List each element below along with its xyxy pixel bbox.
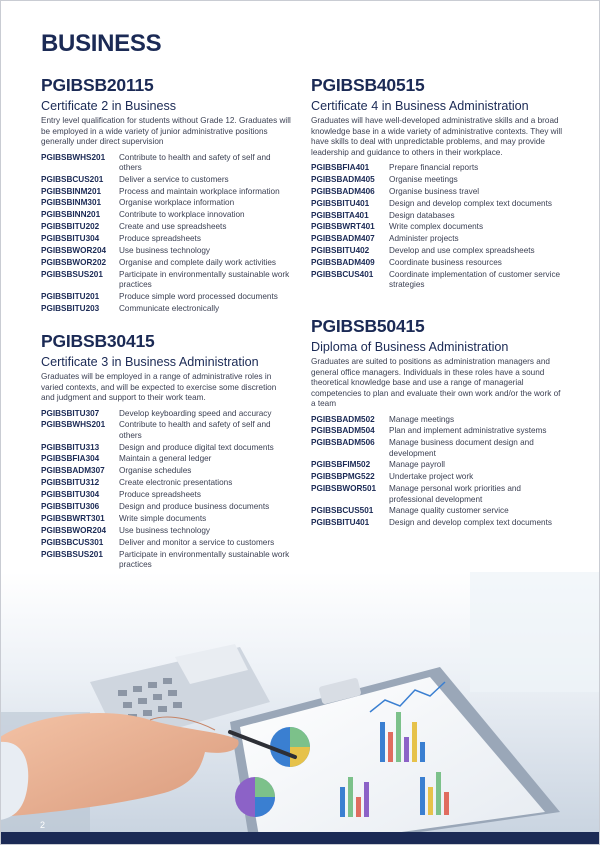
unit-code: PGIBSBITU203 xyxy=(41,303,100,313)
unit-row xyxy=(311,222,566,232)
unit-row xyxy=(311,258,566,268)
left-column xyxy=(41,75,291,316)
unit-row xyxy=(41,526,291,536)
unit-row xyxy=(41,234,291,244)
unit-code: PGIBSBWOR204 xyxy=(41,246,107,256)
unit-code: PGIBSBITU401 xyxy=(311,518,370,528)
course-name: Certificate 2 in Business xyxy=(41,99,177,113)
right-column-lower xyxy=(311,316,566,530)
unit-title: Organise and complete daily work activities xyxy=(119,257,276,267)
unit-title: Create electronic presentations xyxy=(119,478,233,488)
unit-title: Use business technology xyxy=(119,525,211,535)
unit-title: Design and develop complex text documents xyxy=(389,198,552,208)
unit-title: Design and produce digital text documents xyxy=(119,442,274,452)
unit-title: Maintain a general ledger xyxy=(119,454,212,464)
unit-row xyxy=(311,246,566,256)
unit-title: Deliver and monitor a service to customers xyxy=(119,537,275,547)
course-description: Graduates will be employed in a range of administrative roles in varied contexts, and will be expected to exercise some discretion and judgment and support to their work team. xyxy=(41,372,277,402)
unit-title: Use business technology xyxy=(119,246,211,256)
unit-code: PGIBSBADM406 xyxy=(311,186,375,196)
unit-title: Coordinate business resources xyxy=(389,258,502,268)
course-name: Certificate 3 in Business Administration xyxy=(41,355,259,369)
unit-title: Participate in environmentally sustainable work practices xyxy=(119,549,290,569)
unit-row xyxy=(41,222,291,232)
unit-row xyxy=(311,518,566,528)
unit-code: PGIBSBITU313 xyxy=(41,442,100,452)
course-code: PGIBSB30415 xyxy=(41,331,155,351)
unit-row xyxy=(41,514,291,524)
unit-title: Contribute to health and safety of self and others xyxy=(119,152,271,172)
course-code: PGIBSB40515 xyxy=(311,75,425,95)
unit-list xyxy=(41,409,291,583)
unit-row xyxy=(311,472,566,482)
unit-code: PGIBSBWHS201 xyxy=(41,152,106,162)
unit-row xyxy=(41,466,291,476)
unit-code: PGIBSBWOR202 xyxy=(41,257,107,267)
unit-code: PGIBSBITU402 xyxy=(311,246,370,256)
unit-row xyxy=(311,163,566,173)
unit-title: Prepare financial reports xyxy=(389,163,479,172)
course-name: Diploma of Business Administration xyxy=(311,340,509,354)
unit-code: PGIBSBWRT401 xyxy=(311,222,375,232)
unit-title: Manage business document design and development xyxy=(389,438,534,458)
unit-row xyxy=(41,153,291,174)
unit-title: Participate in environmentally sustainable work practices xyxy=(119,269,290,290)
unit-code: PGIBSBWHS201 xyxy=(41,420,106,430)
unit-title: Organise workplace information xyxy=(119,198,235,208)
unit-code: PGIBSBWOR204 xyxy=(41,525,107,535)
course-code: PGIBSB20115 xyxy=(41,75,154,95)
unit-title: Manage quality customer service xyxy=(389,506,509,516)
unit-row xyxy=(41,478,291,488)
unit-row xyxy=(41,490,291,500)
unit-row xyxy=(41,198,291,208)
course-section xyxy=(311,75,566,291)
unit-code: PGIBSBCUS501 xyxy=(311,506,374,516)
unit-row xyxy=(311,211,566,221)
unit-title: Communicate electronically xyxy=(119,303,220,313)
unit-title: Plan and implement administrative systems xyxy=(389,426,547,436)
unit-code: PGIBSBITA401 xyxy=(311,210,369,220)
unit-row xyxy=(41,443,291,453)
unit-title: Develop and use complex spreadsheets xyxy=(389,246,535,256)
unit-title: Manage payroll xyxy=(389,460,445,470)
unit-code: PGIBSBADM307 xyxy=(41,466,105,476)
unit-row xyxy=(41,246,291,256)
unit-code: PGIBSBFIA401 xyxy=(311,163,370,172)
unit-code: PGIBSBPMG522 xyxy=(311,472,375,482)
unit-list xyxy=(311,415,566,529)
unit-row xyxy=(311,438,566,459)
unit-code: PGIBSBITU304 xyxy=(41,490,100,500)
course-name: Certificate 4 in Business Administration xyxy=(311,99,529,113)
unit-code: PGIBSBCUS201 xyxy=(41,174,104,184)
unit-code: PGIBSBITU202 xyxy=(41,222,100,232)
unit-title: Undertake project work xyxy=(389,472,474,482)
unit-row xyxy=(311,199,566,209)
unit-title: Develop keyboarding speed and accuracy xyxy=(119,408,272,418)
unit-code: PGIBSBFIM502 xyxy=(311,460,371,470)
unit-row xyxy=(41,409,291,419)
unit-row xyxy=(311,484,566,505)
unit-row xyxy=(311,415,566,425)
unit-row xyxy=(311,234,566,244)
unit-code: PGIBSBSUS201 xyxy=(41,269,103,279)
unit-code: PGIBSBADM409 xyxy=(311,258,375,268)
unit-title: Write complex documents xyxy=(389,222,484,232)
unit-code: PGIBSBADM407 xyxy=(311,234,375,244)
unit-row xyxy=(41,292,291,302)
unit-row xyxy=(311,270,566,291)
unit-row xyxy=(311,175,566,185)
unit-code: PGIBSBINM301 xyxy=(41,198,102,208)
footer-bar xyxy=(0,832,600,845)
unit-row xyxy=(41,538,291,548)
unit-code: PGIBSBADM506 xyxy=(311,438,375,448)
unit-list xyxy=(41,153,291,315)
unit-code: PGIBSBWOR501 xyxy=(311,484,377,494)
unit-code: PGIBSBCUS401 xyxy=(311,270,374,280)
unit-title: Manage meetings xyxy=(389,414,455,424)
page-title: BUSINESS xyxy=(41,30,162,57)
unit-title: Administer projects xyxy=(389,234,459,244)
unit-title: Manage personal work priorities and professional development xyxy=(389,484,521,504)
unit-title: Contribute to health and safety of self and others xyxy=(119,420,271,440)
unit-row xyxy=(41,175,291,185)
unit-code: PGIBSBITU307 xyxy=(41,408,100,418)
course-description: Graduates are suited to positions as administration managers and general office managers. Individuals in these roles have a sound theoretical knowledge base and use a range of managerial competencies to plan and evaluate their own work and/or the work of a team xyxy=(311,357,561,408)
unit-code: PGIBSBADM405 xyxy=(311,174,375,184)
unit-code: PGIBSBSUS201 xyxy=(41,549,103,559)
unit-code: PGIBSBADM504 xyxy=(311,426,375,436)
unit-title: Organise meetings xyxy=(389,174,458,184)
right-column xyxy=(311,75,566,292)
unit-code: PGIBSBINN201 xyxy=(41,210,101,220)
unit-row xyxy=(311,506,566,516)
unit-code: PGIBSBINM201 xyxy=(41,186,102,196)
business-photo xyxy=(0,572,600,845)
unit-title: Produce simple word processed documents xyxy=(119,292,278,301)
unit-title: Produce spreadsheets xyxy=(119,234,201,244)
unit-list xyxy=(311,163,566,291)
unit-row xyxy=(41,187,291,197)
unit-row xyxy=(41,304,291,314)
unit-title: Organise schedules xyxy=(119,466,192,476)
unit-row xyxy=(41,502,291,512)
course-section xyxy=(41,331,291,582)
course-description: Graduates will have well-developed administrative skills and a broad knowledge base in a wide variety of administrative contexts. They will have skills to deal with unpredictable problems, and may provide leadership and guidance to others in their workplace. xyxy=(311,116,563,157)
unit-row xyxy=(311,187,566,197)
page-number: 2 xyxy=(40,820,46,830)
unit-title: Design and develop complex text documents xyxy=(389,518,552,528)
unit-title: Process and maintain workplace information xyxy=(119,186,280,196)
unit-title: Create and use spreadsheets xyxy=(119,222,227,232)
unit-code: PGIBSBITU304 xyxy=(41,234,100,244)
unit-title: Write simple documents xyxy=(119,513,207,523)
unit-row xyxy=(41,420,291,441)
unit-code: PGIBSBITU401 xyxy=(311,198,370,208)
unit-row xyxy=(311,460,566,470)
unit-code: PGIBSBFIA304 xyxy=(41,454,100,464)
unit-code: PGIBSBADM502 xyxy=(311,414,375,424)
unit-row xyxy=(41,454,291,464)
left-column-lower xyxy=(41,331,291,584)
unit-code: PGIBSBITU306 xyxy=(41,502,100,512)
unit-row xyxy=(41,258,291,268)
unit-row xyxy=(41,550,291,571)
course-section xyxy=(311,316,566,529)
unit-title: Deliver a service to customers xyxy=(119,174,229,184)
unit-row xyxy=(41,210,291,220)
unit-code: PGIBSBWRT301 xyxy=(41,513,105,523)
unit-row xyxy=(41,270,291,291)
unit-title: Design databases xyxy=(389,210,455,220)
unit-title: Coordinate implementation of customer service strategies xyxy=(389,270,561,290)
course-description: Entry level qualification for students without Grade 12. Graduates will be employed in a wide variety of junior administrative positions generally under direct supervision xyxy=(41,116,291,146)
unit-row xyxy=(311,426,566,436)
unit-code: PGIBSBITU201 xyxy=(41,292,100,301)
unit-code: PGIBSBITU312 xyxy=(41,478,100,488)
unit-title: Organise business travel xyxy=(389,186,480,196)
unit-title: Produce spreadsheets xyxy=(119,490,201,500)
unit-title: Contribute to workplace innovation xyxy=(119,210,245,220)
course-code: PGIBSB50415 xyxy=(311,316,425,336)
course-section xyxy=(41,75,291,314)
unit-code: PGIBSBCUS301 xyxy=(41,537,104,547)
unit-title: Design and produce business documents xyxy=(119,502,270,512)
